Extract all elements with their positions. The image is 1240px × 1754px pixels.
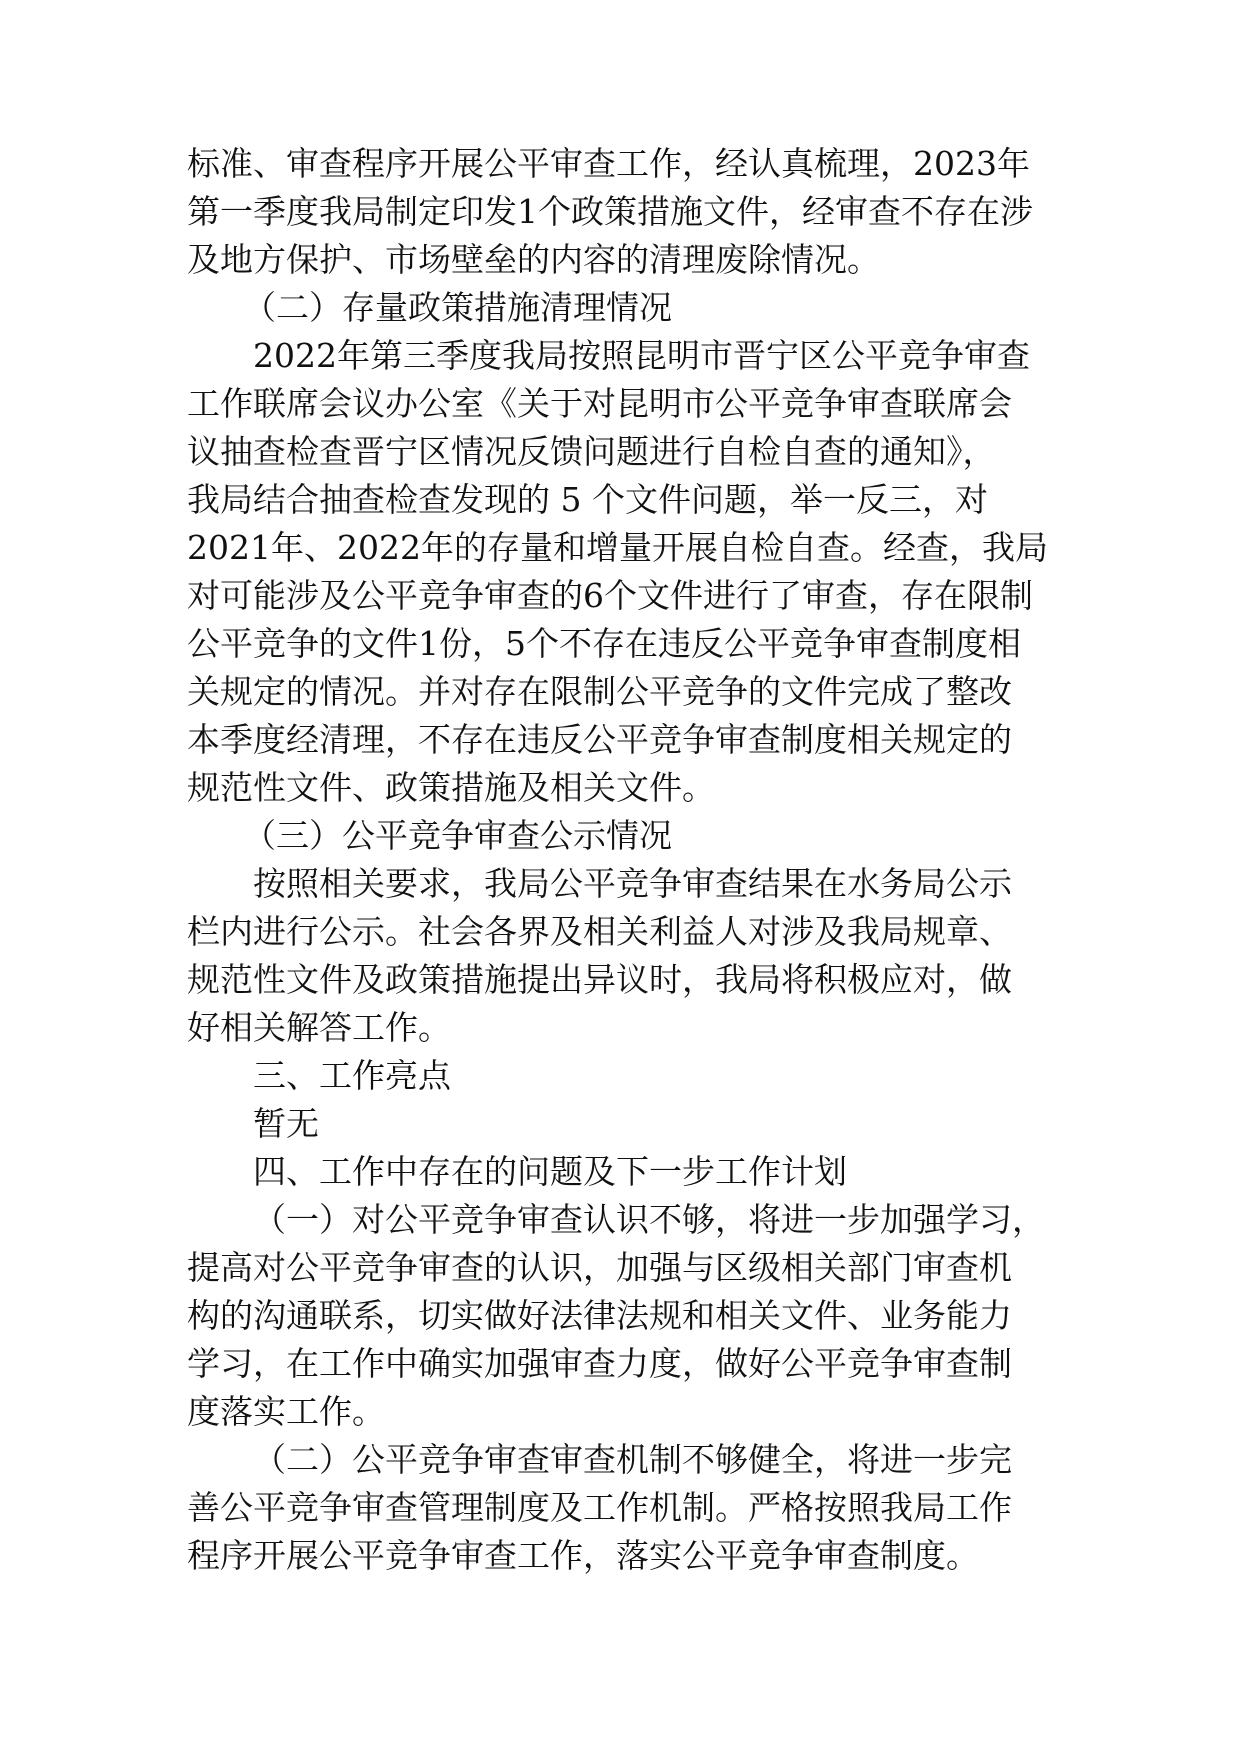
section-heading: 四、工作中存在的问题及下一步工作计划 xyxy=(253,1152,847,1191)
text-line: 公平竞争的文件1份，5个不存在违反公平竞争审查制度相 xyxy=(187,624,1021,663)
text-line: 学习，在工作中确实加强审查力度，做好公平竞争审查制 xyxy=(187,1344,1012,1383)
text-line: 好相关解答工作。 xyxy=(187,1008,451,1047)
text-line: 按照相关要求，我局公平竞争审查结果在水务局公示 xyxy=(253,864,1012,903)
text-line: 程序开展公平竞争审查工作，落实公平竞争审查制度。 xyxy=(187,1536,979,1575)
text-line: 善公平竞争审查管理制度及工作机制。严格按照我局工作 xyxy=(187,1488,1012,1527)
text-line: 栏内进行公示。社会各界及相关利益人对涉及我局规章、 xyxy=(187,912,1012,951)
text-line: 构的沟通联系，切实做好法律法规和相关文件、业务能力 xyxy=(187,1296,1012,1335)
text-line: 本季度经清理，不存在违反公平竞争审查制度相关规定的 xyxy=(187,720,1012,759)
text-line: 议抽查检查晋宁区情况反馈问题进行自检自查的通知》， xyxy=(187,432,996,471)
text-line: 第一季度我局制定印发1个政策措施文件，经审查不存在涉 xyxy=(187,192,1033,231)
text-line: 2021年、2022年的存量和增量开展自检自查。经查，我局 xyxy=(187,528,1048,567)
text-line: 对可能涉及公平竞争审查的6个文件进行了审查，存在限制 xyxy=(187,576,1033,615)
text-line: 规范性文件及政策措施提出异议时，我局将积极应对，做 xyxy=(187,960,1012,999)
text-line: （二）公平竞争审查审查机制不够健全，将进一步完 xyxy=(253,1440,1012,1479)
text-line: 及地方保护、市场壁垒的内容的清理废除情况。 xyxy=(187,240,880,279)
text-line: （一）对公平竞争审查认识不够，将进一步加强学习， xyxy=(253,1200,1045,1239)
section-heading: （三）公平竞争审查公示情况 xyxy=(243,816,672,855)
section-heading: 三、工作亮点 xyxy=(253,1056,451,1095)
text-line: 关规定的情况。并对存在限制公平竞争的文件完成了整改 xyxy=(187,672,1012,711)
text-line: 2022年第三季度我局按照昆明市晋宁区公平竞争审查 xyxy=(253,336,1030,375)
text-line: 暂无 xyxy=(253,1104,319,1143)
section-heading: （二）存量政策措施清理情况 xyxy=(243,288,672,327)
text-line: 标准、审查程序开展公平审查工作，经认真梳理，2023年 xyxy=(187,144,1030,183)
text-line: 工作联席会议办公室《关于对昆明市公平竞争审查联席会 xyxy=(187,384,1012,423)
text-line: 规范性文件、政策措施及相关文件。 xyxy=(187,768,715,807)
text-line: 我局结合抽查检查发现的 5 个文件问题，举一反三，对 xyxy=(187,480,988,519)
text-line: 提高对公平竞争审查的认识，加强与区级相关部门审查机 xyxy=(187,1248,1012,1287)
text-line: 度落实工作。 xyxy=(187,1392,385,1431)
